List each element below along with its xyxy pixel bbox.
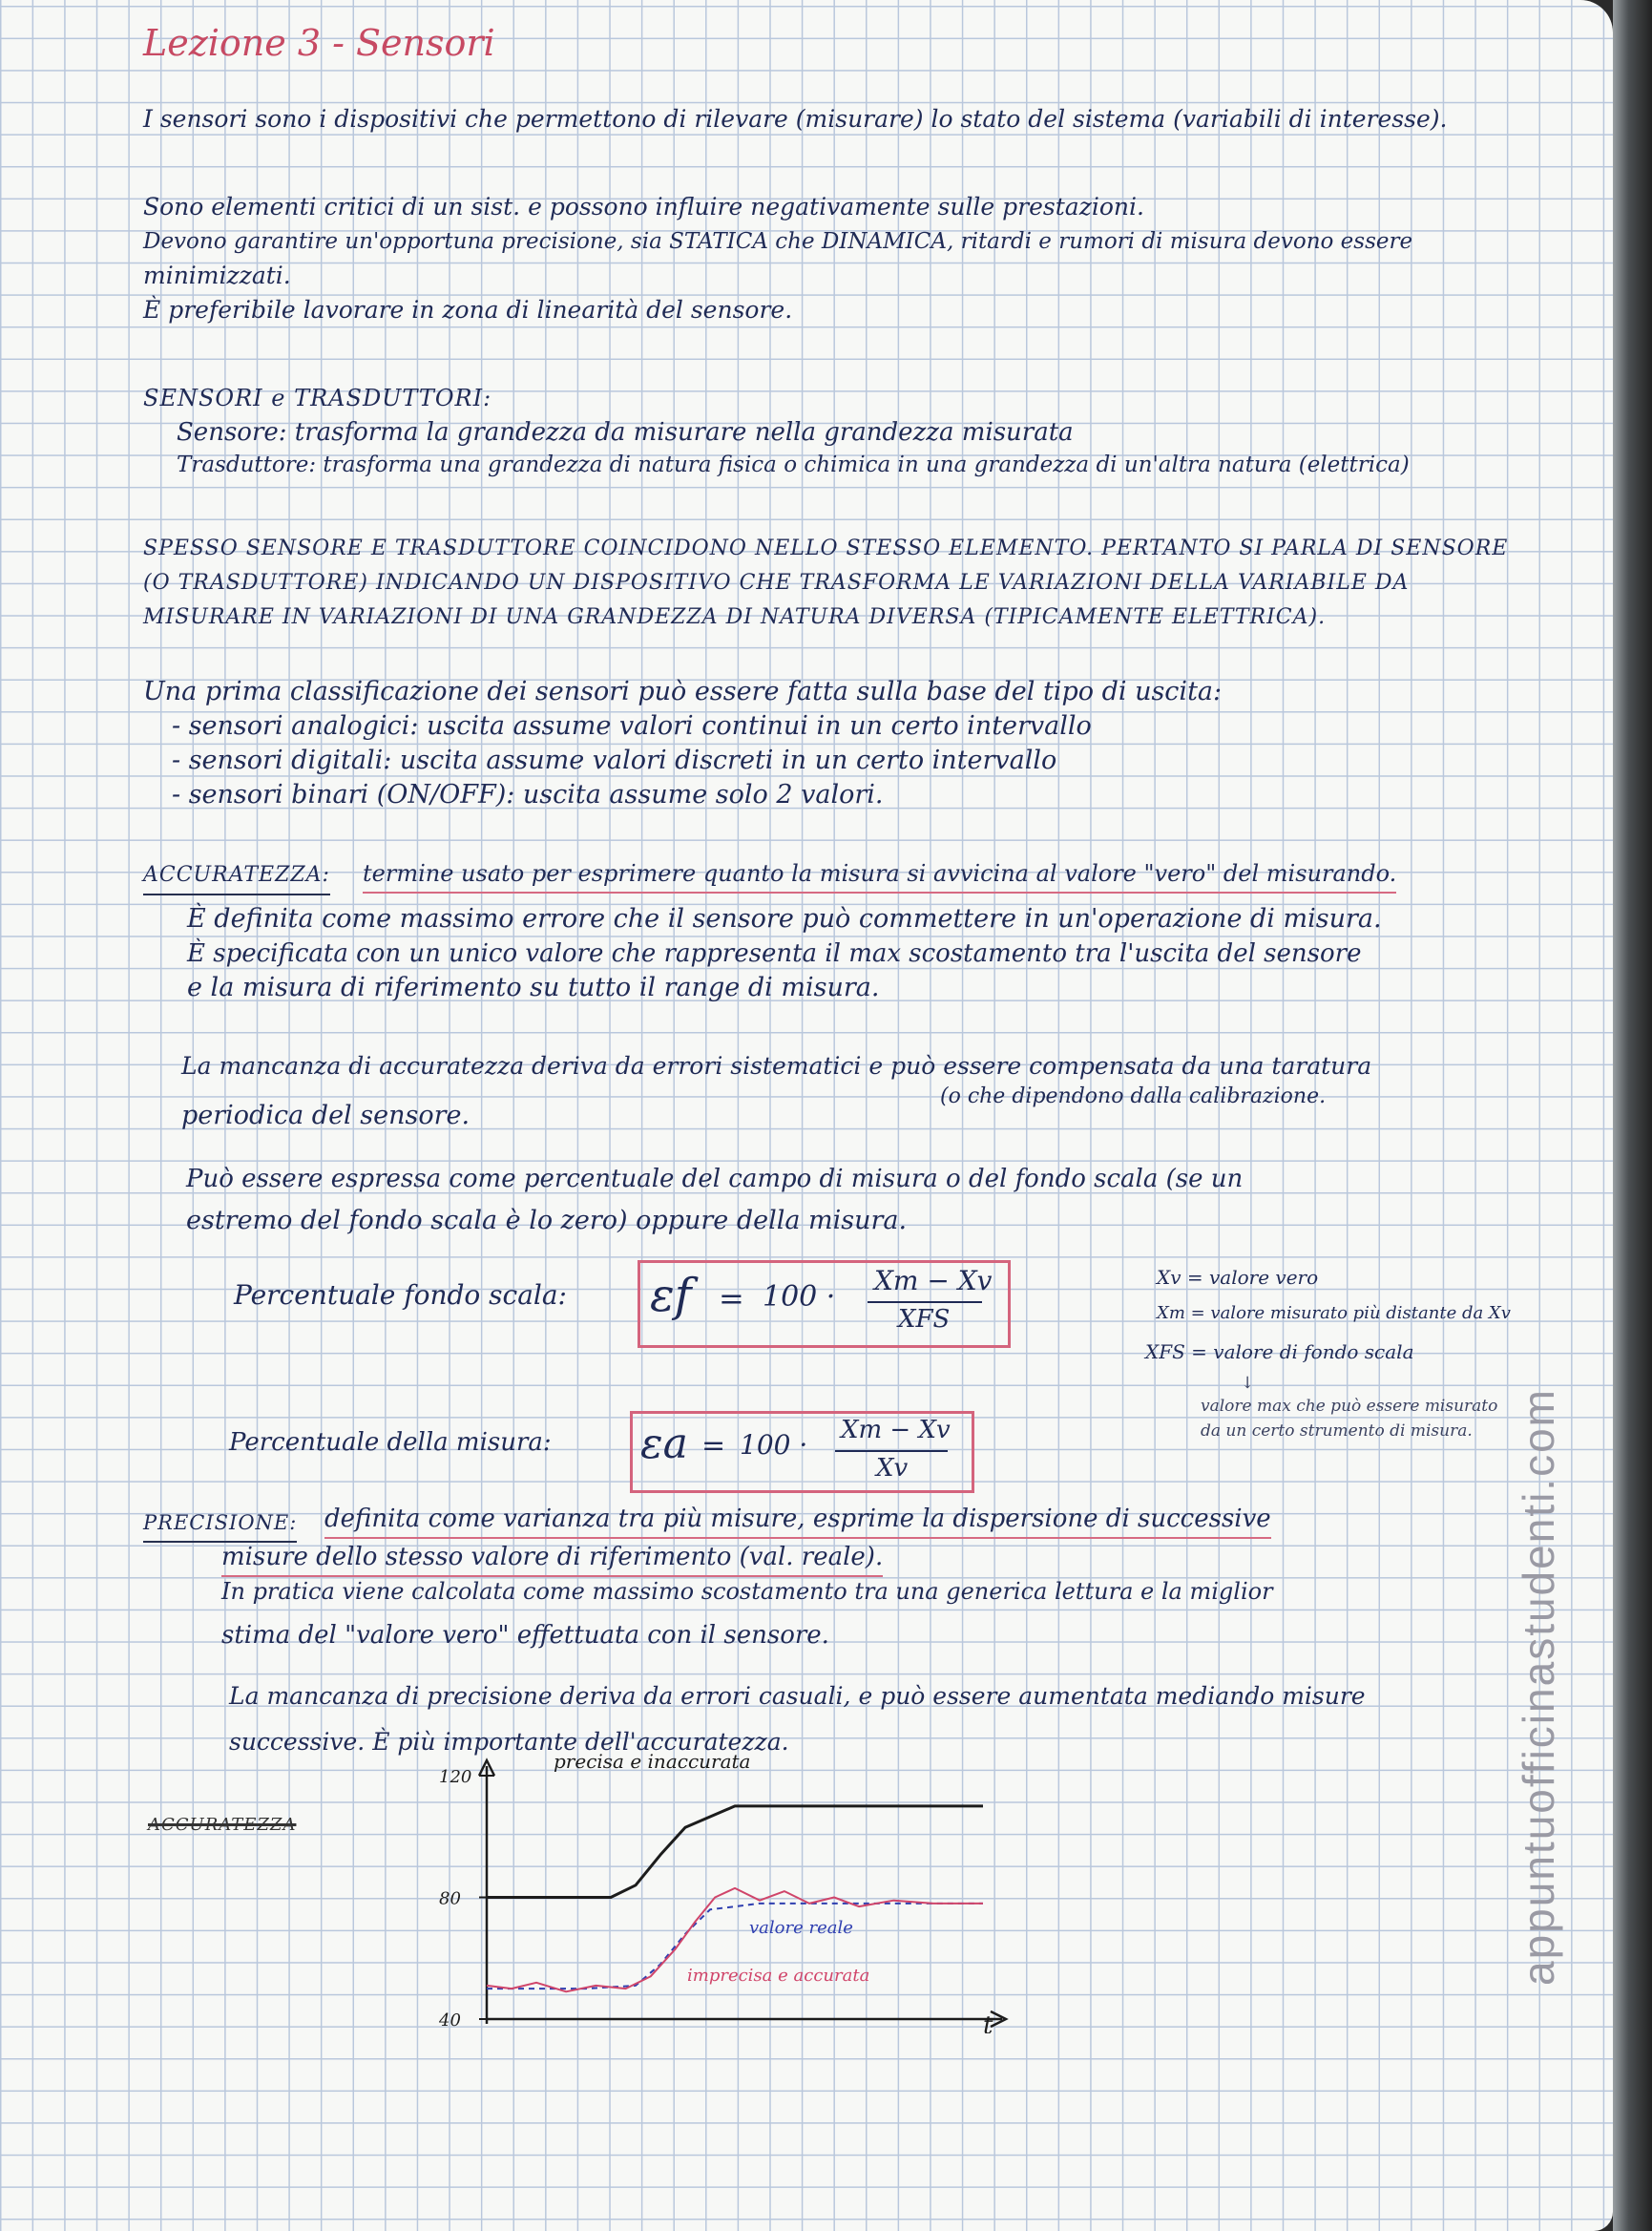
mancanza-acc-line-2: periodica del sensore. xyxy=(181,1101,471,1130)
formula1-label: Percentuale fondo scala: xyxy=(234,1279,567,1311)
sensore-definition: Sensore: trasforma la grandezza da misurare nella grandezza misurata xyxy=(177,418,1074,447)
accuratezza-line-2: È definita come massimo errore che il sensore può commettere in un'operazione di misura. xyxy=(187,904,1382,934)
percent-text-2: estremo del fondo scala è lo zero) oppure della misura. xyxy=(186,1206,908,1235)
caps-line-3: MISURARE IN VARIAZIONI DI UNA GRANDEZZA DI NATURA DIVERSA (TIPICAMENTE ELETTRICA). xyxy=(143,605,1327,629)
classification-binary: - sensori binari (ON/OFF): uscita assume solo 2 valori. xyxy=(172,780,884,810)
trasduttore-definition: Trasduttore: trasforma una grandezza di natura fisica o chimica in una grandezza di un'altra natura (elettrica) xyxy=(177,453,1410,477)
legend-note-2: da un certo strumento di misura. xyxy=(1201,1421,1473,1441)
percent-text-1: Può essere espressa come percentuale del campo di misura o del fondo scala (se un xyxy=(186,1165,1244,1193)
series-layer xyxy=(487,1806,983,1991)
legend-xm: Xm = valore misurato più distante da Xv xyxy=(1157,1303,1511,1323)
annotation-imprecisa-accurata: imprecisa e accurata xyxy=(687,1966,870,1986)
critical-line-4: È preferibile lavorare in zona di linearità del sensore. xyxy=(143,296,793,324)
legend-arrow: ↓ xyxy=(1241,1374,1255,1393)
intro-line: I sensori sono i dispositivi che permettono di rilevare (misurare) lo stato del sistema (variabili di interesse). xyxy=(143,105,1448,133)
precisione-line-3: In pratica viene calcolata come massimo scostamento tra una generica lettura e la miglior xyxy=(221,1578,1273,1605)
accuracy-precision-graph xyxy=(401,1747,1050,2033)
formula1-numerator: Xm − Xv xyxy=(874,1265,993,1296)
graph-crossed-label: ACCURATEZZA xyxy=(148,1815,297,1835)
classification-analog: - sensori analogici: uscita assume valori continui in un certo intervallo xyxy=(172,711,1092,741)
y-tick-label-120: 120 xyxy=(439,1767,472,1787)
series-line-precisa-e-inaccurata xyxy=(487,1806,983,1898)
critical-line-3: minimizzati. xyxy=(143,262,291,289)
y-tick-label-80: 80 xyxy=(439,1888,461,1909)
formula2-box xyxy=(630,1411,974,1493)
precisione-line-4: stima del "valore vero" effettuata con il sensore. xyxy=(221,1621,829,1650)
annotation-valore-reale: valore reale xyxy=(749,1918,853,1938)
formula1-denominator: XFS xyxy=(898,1305,951,1334)
precisione-line-1: definita come varianza tra più misure, esprime la dispersione di successive xyxy=(324,1503,1271,1539)
caps-line-2: (O TRASDUTTORE) INDICANDO UN DISPOSITIVO CHE TRASFORMA LE VARIAZIONI DELLA VARIABILE DA xyxy=(143,571,1410,595)
formula2-denominator: Xv xyxy=(876,1454,909,1483)
classification-digital: - sensori digitali: uscita assume valori discreti in un certo intervallo xyxy=(172,746,1057,775)
formula1-coef: 100 · xyxy=(763,1280,836,1314)
formula1-lhs: εf xyxy=(650,1269,692,1322)
x-axis-label: t xyxy=(983,2011,993,2033)
mancanza-prec-line-2: successive. È più importante dell'accuratezza. xyxy=(229,1728,789,1756)
accuratezza-line-1: termine usato per esprimere quanto la misura si avvicina al valore "vero" del misurando. xyxy=(363,857,1396,894)
formula1-fraction-bar xyxy=(868,1301,982,1303)
critical-line-1: Sono elementi critici di un sist. e possono influire negativamente sulle prestazioni. xyxy=(143,193,1144,221)
accuratezza-line-4: e la misura di riferimento su tutto il range di misura. xyxy=(187,973,880,1002)
notebook-binder-edge xyxy=(1613,0,1652,2231)
legend-note-1: valore max che può essere misurato xyxy=(1201,1397,1498,1416)
y-tick-label-40: 40 xyxy=(439,2010,461,2031)
formula2-eq: = xyxy=(701,1429,726,1463)
mancanza-prec-line-1: La mancanza di precisione deriva da errori casuali, e può essere aumentata mediando misure xyxy=(229,1682,1366,1710)
page-title: Lezione 3 - Sensori xyxy=(143,22,495,64)
annotation-precisa-inaccurata: precisa e inaccurata xyxy=(554,1750,751,1773)
mancanza-acc-line-1: La mancanza di accuratezza deriva da errori sistematici e può essere compensata da una taratura xyxy=(181,1052,1372,1080)
mancanza-acc-note: (o che dipendono dalla calibrazione. xyxy=(940,1084,1327,1108)
formula2-label: Percentuale della misura: xyxy=(229,1428,552,1457)
sensors-heading: SENSORI e TRASDUTTORI: xyxy=(143,385,492,411)
accuratezza-term: ACCURATEZZA: xyxy=(143,859,330,895)
caps-line-1: SPESSO SENSORE E TRASDUTTORE COINCIDONO NELLO STESSO ELEMENTO. PERTANTO SI PARLA DI SENSORE xyxy=(143,537,1509,560)
formula2-fraction-bar xyxy=(835,1450,948,1452)
formula1-box xyxy=(638,1260,1011,1348)
legend-xfs: XFS = valore di fondo scala xyxy=(1145,1340,1414,1363)
formula2-numerator: Xm − Xv xyxy=(841,1416,951,1444)
critical-line-2: Devono garantire un'opportuna precisione, sia STATICA che DINAMICA, ritardi e rumori di misura devono essere xyxy=(143,229,1413,254)
legend-xv: Xv = valore vero xyxy=(1157,1266,1319,1289)
formula2-coef: 100 · xyxy=(740,1429,808,1461)
precisione-term: PRECISIONE: xyxy=(143,1506,297,1543)
watermark: appuntuofficinastudenti.com xyxy=(1514,1388,1563,1986)
accuratezza-line-3: È specificata con un unico valore che rappresenta il max scostamento tra l'uscita del sensore xyxy=(187,939,1362,968)
classification-intro: Una prima classificazione dei sensori può essere fatta sulla base del tipo di uscita: xyxy=(143,677,1223,706)
formula2-lhs: εa xyxy=(640,1420,688,1468)
precisione-line-2: misure dello stesso valore di riferimento (val. reale). xyxy=(221,1541,883,1577)
formula1-eq: = xyxy=(719,1280,744,1316)
